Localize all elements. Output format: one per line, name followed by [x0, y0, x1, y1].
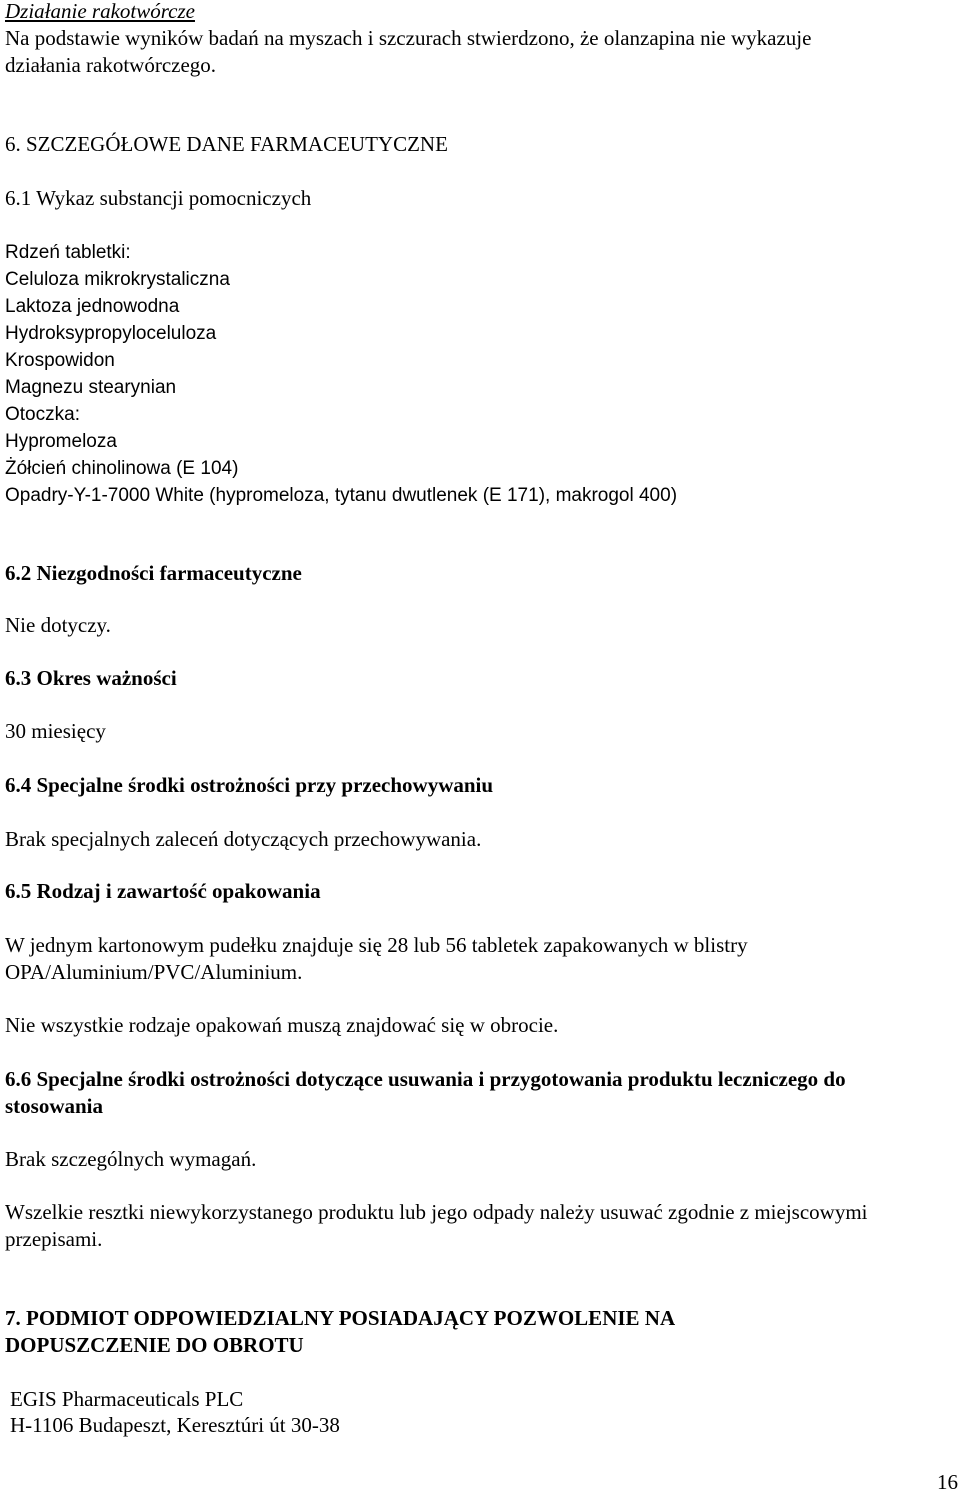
section-6-6-disposal-line-2: przepisami. — [5, 1227, 103, 1251]
section-6-3-heading: 6.3 Okres ważności — [5, 666, 177, 690]
excipient-item: Magnezu stearynian — [5, 377, 177, 398]
section-6-2-text: Nie dotyczy. — [5, 613, 111, 637]
section-6-5-note: Nie wszystkie rodzaje opakowań muszą znajdować się w obrocie. — [5, 1013, 559, 1037]
excipient-item: Otoczka: — [5, 404, 80, 425]
excipient-item: Hypromeloza — [5, 431, 117, 452]
section-6-4-text: Brak specjalnych zaleceń dotyczących przechowywania. — [5, 827, 482, 851]
section-6-6-heading-line-2: stosowania — [5, 1094, 104, 1118]
section-6-4-heading: 6.4 Specjalne środki ostrożności przy przechowywaniu — [5, 773, 494, 797]
section-6-heading: 6. SZCZEGÓŁOWE DANE FARMACEUTYCZNE — [5, 132, 448, 156]
section-6-6-text: Brak szczególnych wymagań. — [5, 1147, 257, 1171]
excipient-item: Celuloza mikrokrystaliczna — [5, 269, 230, 290]
section-6-5-text-line-1: W jednym kartonowym pudełku znajduje się 28 lub 56 tabletek zapakowanych w blistry — [5, 933, 748, 957]
page-number: 16 — [937, 1470, 958, 1494]
section-7-heading-line-1: 7. PODMIOT ODPOWIEDZIALNY POSIADAJĄCY POZWOLENIE NA — [5, 1306, 676, 1330]
section-6-5-heading: 6.5 Rodzaj i zawartość opakowania — [5, 879, 321, 903]
excipient-item: Rdzeń tabletki: — [5, 242, 131, 263]
carcinogenicity-heading: Działanie rakotwórcze — [5, 0, 195, 23]
section-6-6-heading-line-1: 6.6 Specjalne środki ostrożności dotyczące usuwania i przygotowania produktu leczniczego do — [5, 1067, 846, 1091]
carcinogenicity-text-line-2: działania rakotwórczego. — [5, 53, 217, 77]
company-name: EGIS Pharmaceuticals PLC — [10, 1387, 244, 1411]
excipient-item: Krospowidon — [5, 350, 115, 371]
carcinogenicity-text-line-1: Na podstawie wyników badań na myszach i szczurach stwierdzono, że olanzapina nie wykazuje — [5, 26, 812, 50]
excipient-item: Hydroksypropyloceluloza — [5, 323, 217, 344]
excipient-item: Żółcień chinolinowa (E 104) — [5, 458, 239, 479]
excipient-item: Laktoza jednowodna — [5, 296, 180, 317]
section-6-3-text: 30 miesięcy — [5, 719, 106, 743]
section-6-2-heading: 6.2 Niezgodności farmaceutyczne — [5, 561, 302, 585]
excipient-item: Opadry-Y-1-7000 White (hypromeloza, tytanu dwutlenek (E 171), makrogol 400) — [5, 485, 678, 506]
section-6-5-text-line-2: OPA/Aluminium/PVC/Aluminium. — [5, 960, 303, 984]
company-address: H-1106 Budapeszt, Keresztúri út 30-38 — [10, 1413, 340, 1437]
section-6-6-disposal-line-1: Wszelkie resztki niewykorzystanego produktu lub jego odpady należy usuwać zgodnie z miejscowymi — [5, 1200, 868, 1224]
section-7-heading-line-2: DOPUSZCZENIE DO OBROTU — [5, 1333, 304, 1357]
section-6-1-heading: 6.1 Wykaz substancji pomocniczych — [5, 186, 312, 210]
